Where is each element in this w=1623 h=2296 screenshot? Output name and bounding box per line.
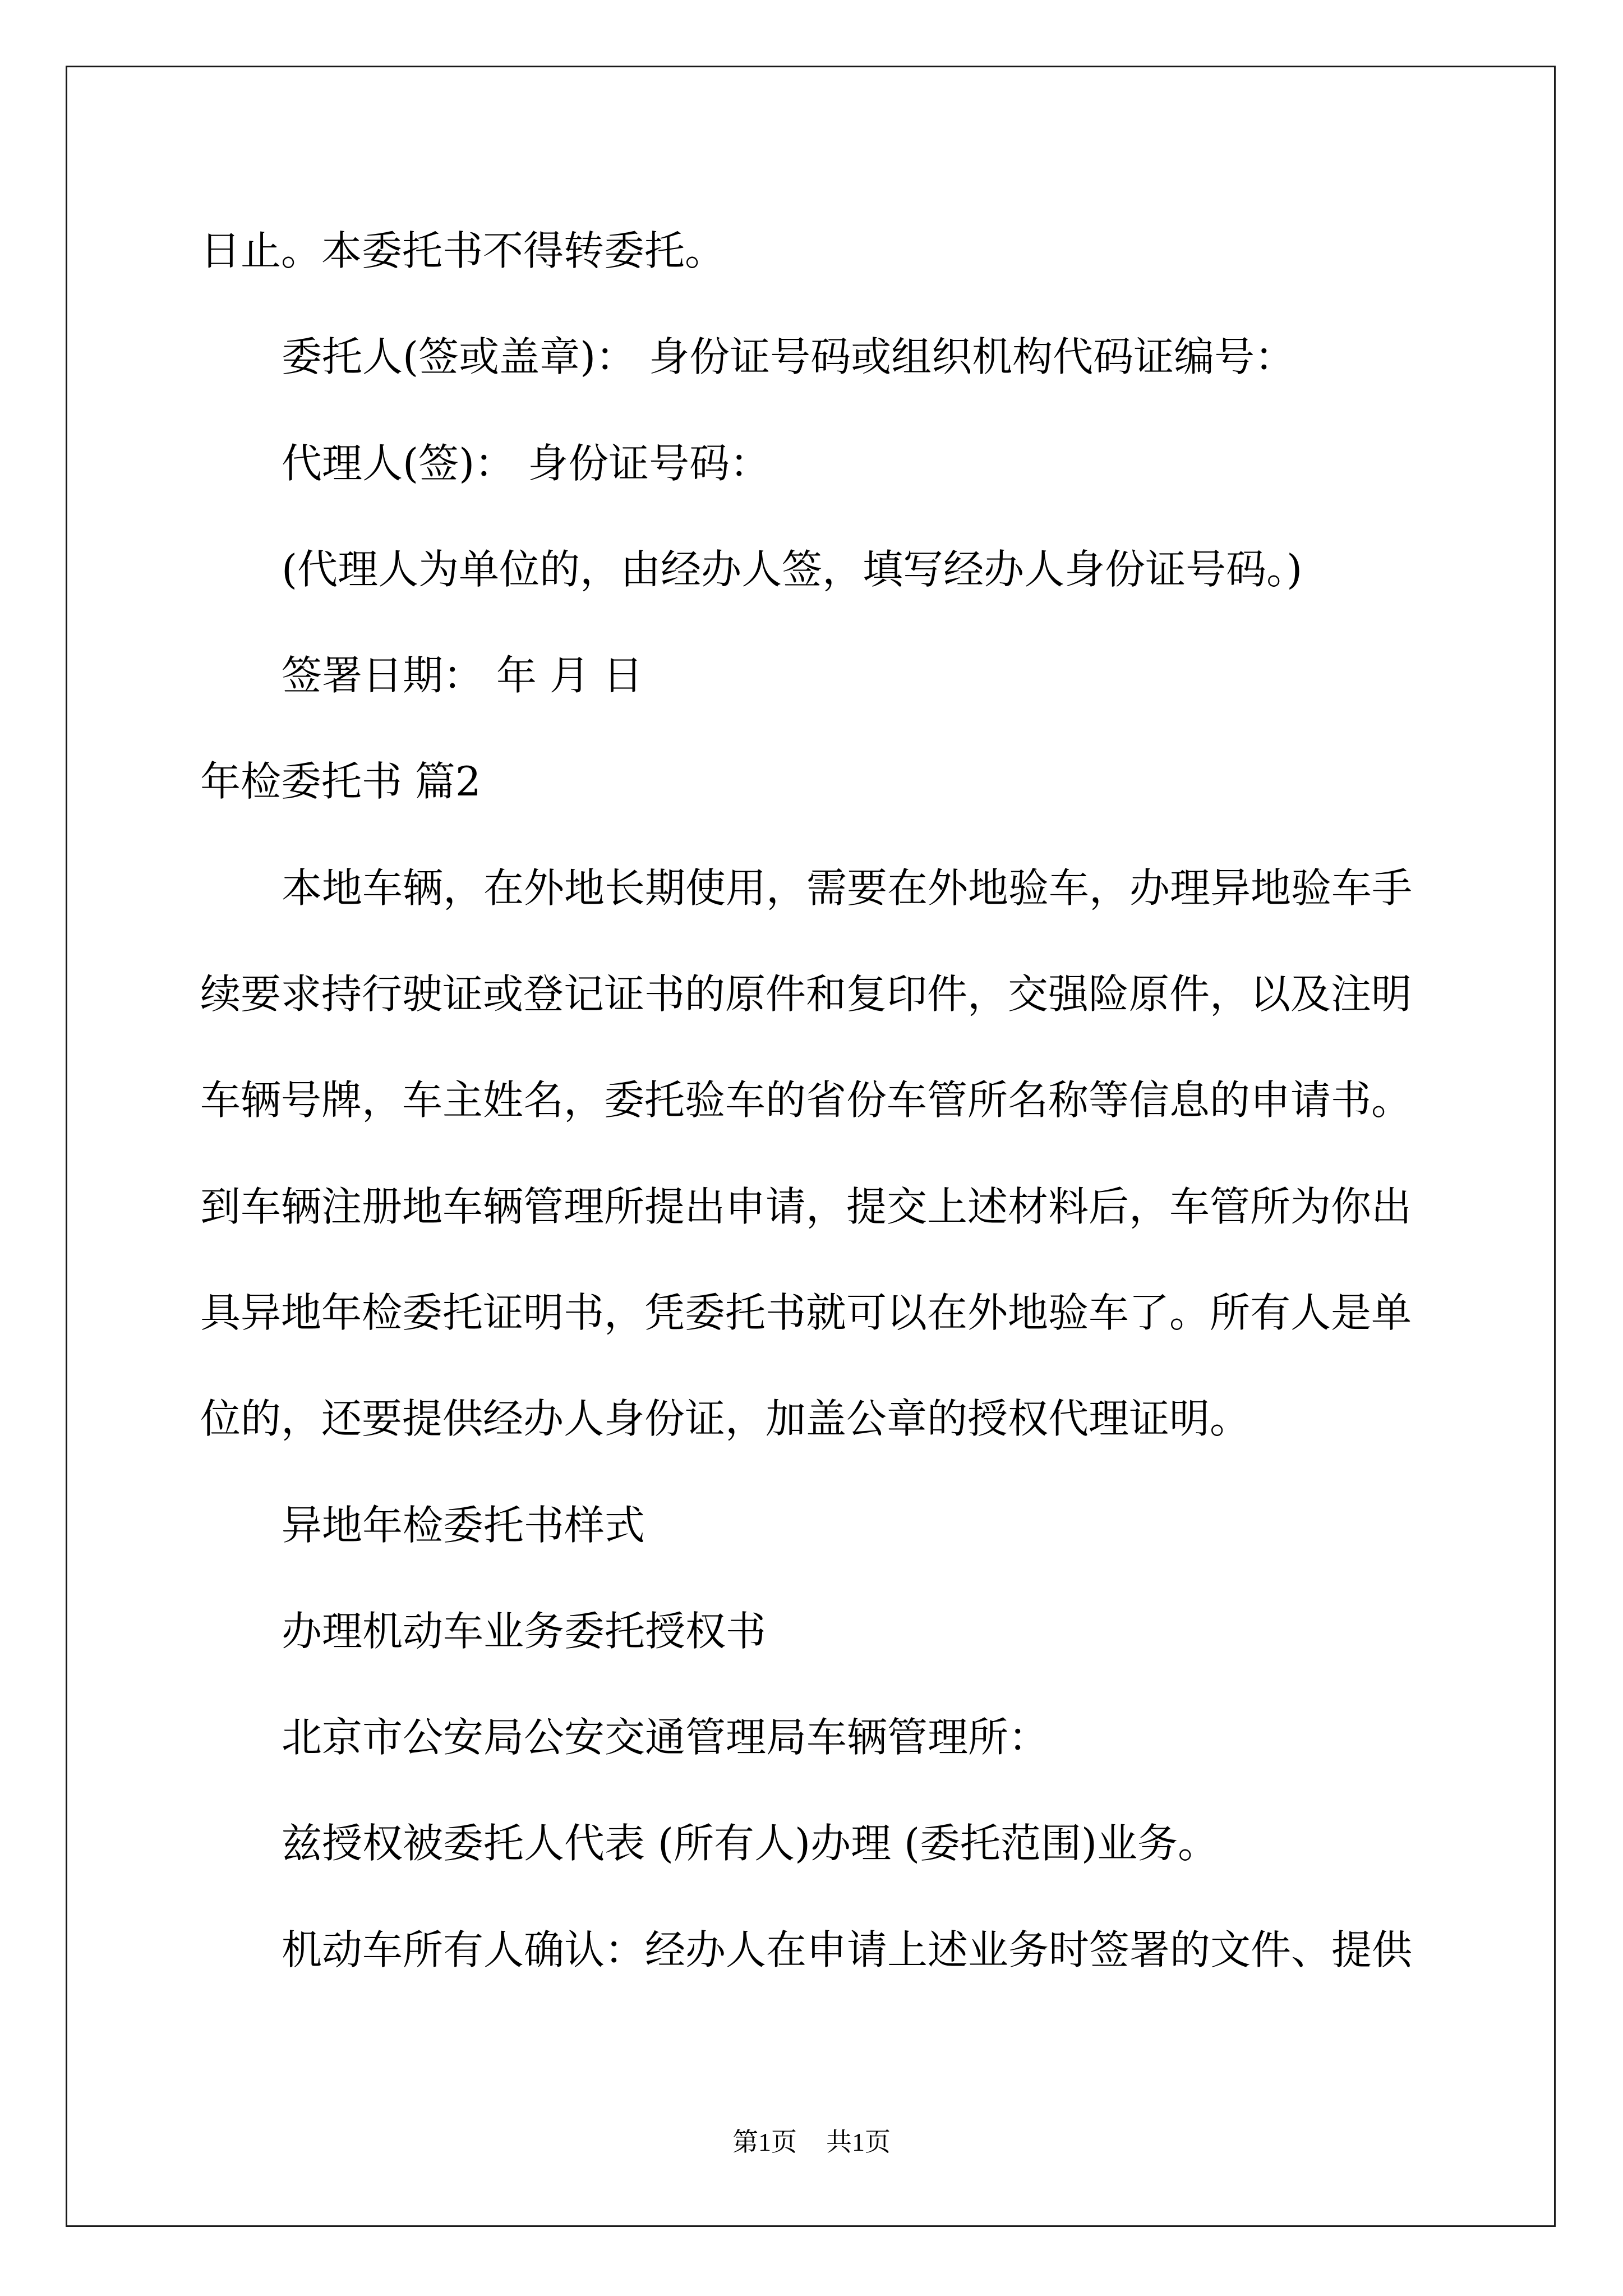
document-line: 具异地年检委托证明书，凭委托书就可以在外地验车了。所有人是单: [200, 1289, 1412, 1336]
owner-confirmation-line: 机动车所有人确认：经办人在申请上述业务时签署的文件、提供: [282, 1926, 1413, 1973]
addressee-line: 北京市公安局公安交通管理局车辆管理所：: [282, 1714, 1049, 1761]
agent-signature-line: 代理人(签)： 身份证号码：: [282, 439, 771, 487]
document-body: [200, 198, 1535, 2003]
document-line: 本地车辆，在外地长期使用，需要在外地验车，办理异地验车手: [282, 864, 1413, 912]
document-line: 续要求持行驶证或登记证书的原件和复印件，交强险原件，以及注明: [200, 970, 1412, 1018]
document-line: 日止。本委托书不得转委托。: [200, 227, 726, 274]
document-line: 车辆号牌，车主姓名，委托验车的省份车管所名称等信息的申请书。: [200, 1076, 1412, 1124]
document-line: 位的，还要提供经办人身份证，加盖公章的授权代理证明。: [200, 1395, 1251, 1443]
page-number-current: 第1页: [732, 2128, 797, 2156]
agent-note-line: (代理人为单位的，由经办人签，填写经办人身份证号码。): [282, 545, 1303, 593]
document-line: 到车辆注册地车辆管理所提出申请，提交上述材料后，车管所为你出: [200, 1182, 1412, 1230]
section-heading: 年检委托书 篇2: [200, 758, 481, 806]
template-title-line: 异地年检委托书样式: [282, 1501, 645, 1549]
authorization-scope-line: 兹授权被委托人代表 (所有人)办理 (委托范围)业务。: [282, 1820, 1219, 1867]
signing-date-line: 签署日期： 年 月 日: [282, 652, 643, 700]
page-footer: [0, 2129, 1623, 2155]
principal-signature-line: 委托人(签或盖章)： 身份证号码或组织机构代码证编号：: [282, 333, 1295, 381]
authorization-title-line: 办理机动车业务委托授权书: [282, 1607, 767, 1655]
page-number-total: 共1页: [826, 2128, 891, 2156]
